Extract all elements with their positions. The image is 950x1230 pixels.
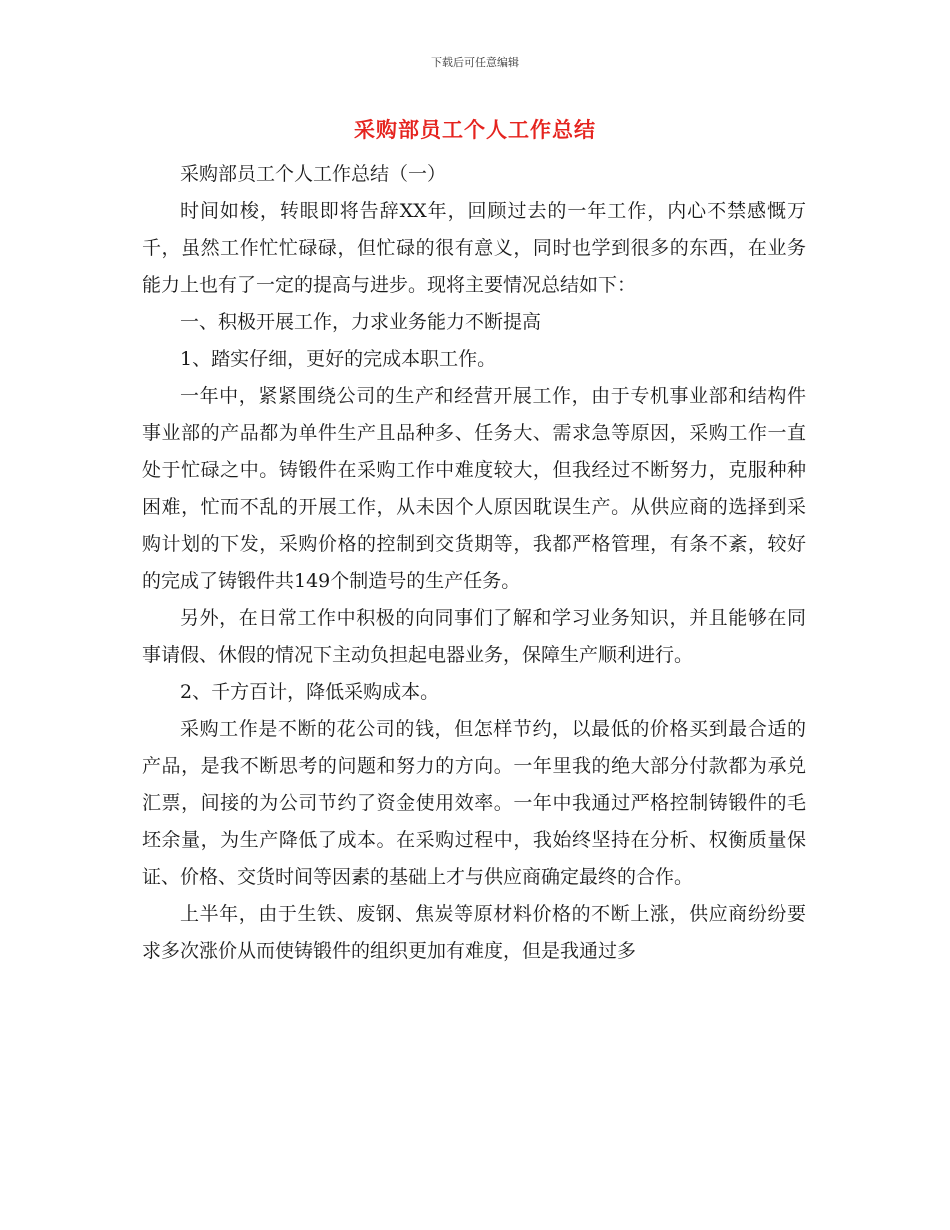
section-heading: 一、积极开展工作，力求业务能力不断提高 [180, 311, 542, 333]
body-paragraph: 另外，在日常工作中积极的向同事们了解和学习业务知识，并且能够在同事请假、休假的情况下主动负担起电器业务，保障生产顺利进行。 [142, 607, 806, 666]
subtitle-paragraph: 采购部员工个人工作总结（一） [180, 163, 447, 185]
document-body [142, 156, 806, 970]
subsection-heading: 1、踏实仔细，更好的完成本职工作。 [180, 348, 497, 370]
body-paragraph: 上半年，由于生铁、废钢、焦炭等原材料价格的不断上涨，供应商纷纷要求多次涨价从而使铸锻件的组织更加有难度，但是我通过多 [142, 903, 806, 962]
document-title: 采购部员工个人工作总结 [354, 118, 596, 142]
body-paragraph: 时间如梭，转眼即将告辞XX年，回顾过去的一年工作，内心不禁感慨万千，虽然工作忙忙碌碌，但忙碌的很有意义，同时也学到很多的东西，在业务能力上也有了一定的提高与进步。现将主要情况总结如下： [142, 200, 806, 296]
subsection-heading: 2、千方百计，降低采购成本。 [180, 681, 440, 703]
body-paragraph: 一年中，紧紧围绕公司的生产和经营开展工作，由于专机事业部和结构件事业部的产品都为单件生产且品种多、任务大、需求急等原因，采购工作一直处于忙碌之中。铸锻件在采购工作中难度较大，但我经过不断努力，克服种种困难，忙而不乱的开展工作，从未因个人原因耽误生产。从供应商的选择到采购计划的下发，采购价格的控制到交货期等，我都严格管理，有条不紊，较好的完成了铸锻件共149个制造号的生产任务。 [142, 385, 806, 592]
body-paragraph: 采购工作是不断的花公司的钱，但怎样节约，以最低的价格买到最合适的产品，是我不断思考的问题和努力的方向。一年里我的绝大部分付款都为承兑汇票，间接的为公司节约了资金使用效率。一年中我通过严格控制铸锻件的毛坯余量，为生产降低了成本。在采购过程中，我始终坚持在分析、权衡质量保证、价格、交货时间等因素的基础上才与供应商确定最终的合作。 [142, 718, 806, 888]
header-note: 下载后可任意编辑 [431, 56, 519, 69]
